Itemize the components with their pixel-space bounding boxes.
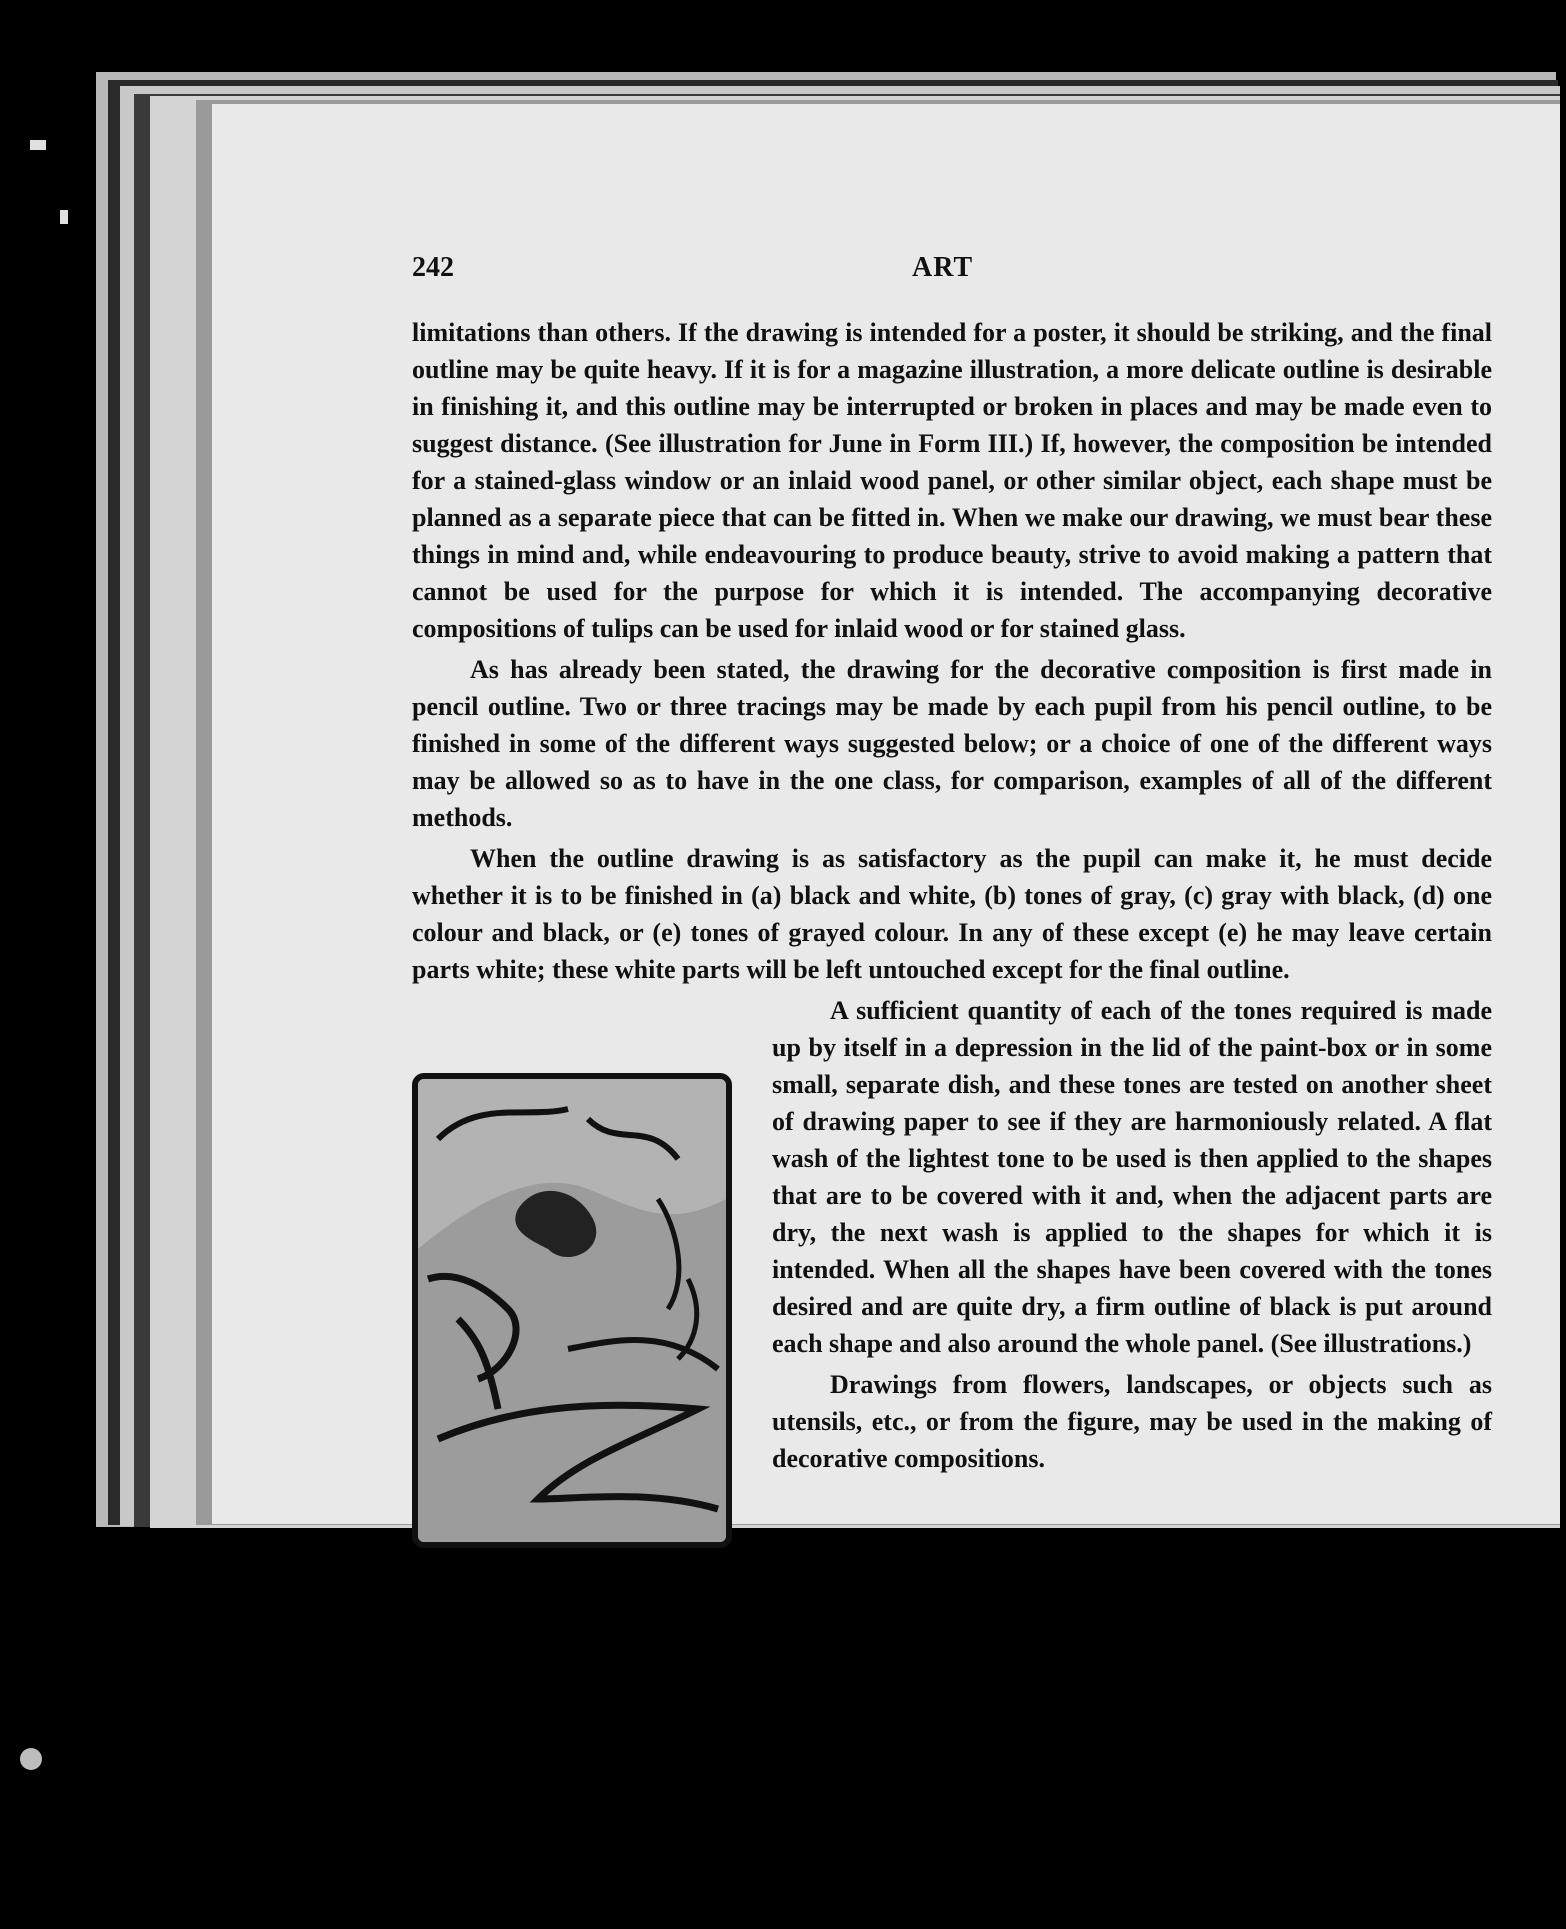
book-page <box>212 104 1560 1524</box>
landscape-illustration-art <box>418 1079 726 1542</box>
landscape-illustration <box>412 1073 732 1548</box>
paragraph-text: A sufficient quantity of each of the tones required is made up by itself in a depression in the lid of the paint-box or in some small, separate dish, and these tones are tested on another sheet of drawing paper to see if they are harmoniously related. A flat wash of the lightest tone to be used is then applied to the shapes that are to be covered with it and, when the adjacent parts are dry, the next wash is applied to the shapes for which it is intended. When all the shapes have been covered with the tones desired and are quite dry, a firm outline of black is put around each shape and also around the whole panel. (See illustrations.) <box>772 996 1492 1358</box>
scan-artifact <box>30 140 46 150</box>
figure-flow <box>412 1029 772 1569</box>
paragraph: As has already been stated, the drawing for the decorative composition is first made in pencil outline. Two or three tracings may be made by each pupil from his pencil outline, to be finished in some of the different ways suggested below; or a choice of one of the different ways may be allowed so as to have in the one class, for comparison, examples of all of the different methods. <box>412 655 1492 832</box>
body-text <box>412 314 1492 1569</box>
scan-artifact <box>20 1748 42 1770</box>
paragraph-with-figure <box>412 992 1492 1477</box>
running-title: ART <box>912 252 974 283</box>
paragraph: limitations than others. If the drawing is intended for a poster, it should be striking, and the final outline may be quite heavy. If it is for a magazine illustration, a more delicate outline is desirable in finishing it, and this outline may be interrupted or broken in places and may be made even to suggest distance. (See illustration for June in Form III.) If, however, the composition be intended for a stained-glass window or an inlaid wood panel, or other similar object, each shape must be planned as a separate piece that can be fitted in. When we make our drawing, we must bear these things in mind and, while endeavouring to produce beauty, strive to avoid making a pattern that cannot be used for the purpose for which it is intended. The accompanying decorative compositions of tulips can be used for inlaid wood or for stained glass. <box>412 318 1492 643</box>
scan-artifact <box>60 210 68 224</box>
page-number: 242 <box>412 252 454 283</box>
paragraph: Drawings from flowers, landscapes, or objects such as utensils, etc., or from the figure, may be used in the making of decorative compositions. <box>772 1370 1492 1473</box>
paragraph: When the outline drawing is as satisfactory as the pupil can make it, he must decide whether it is to be finished in (a) black and white, (b) tones of gray, (c) gray with black, (d) one colour and black, or (e) tones of grayed colour. In any of these except (e) he may leave certain parts white; these white parts will be left untouched except for the final outline. <box>412 844 1492 984</box>
running-head <box>412 252 1566 292</box>
